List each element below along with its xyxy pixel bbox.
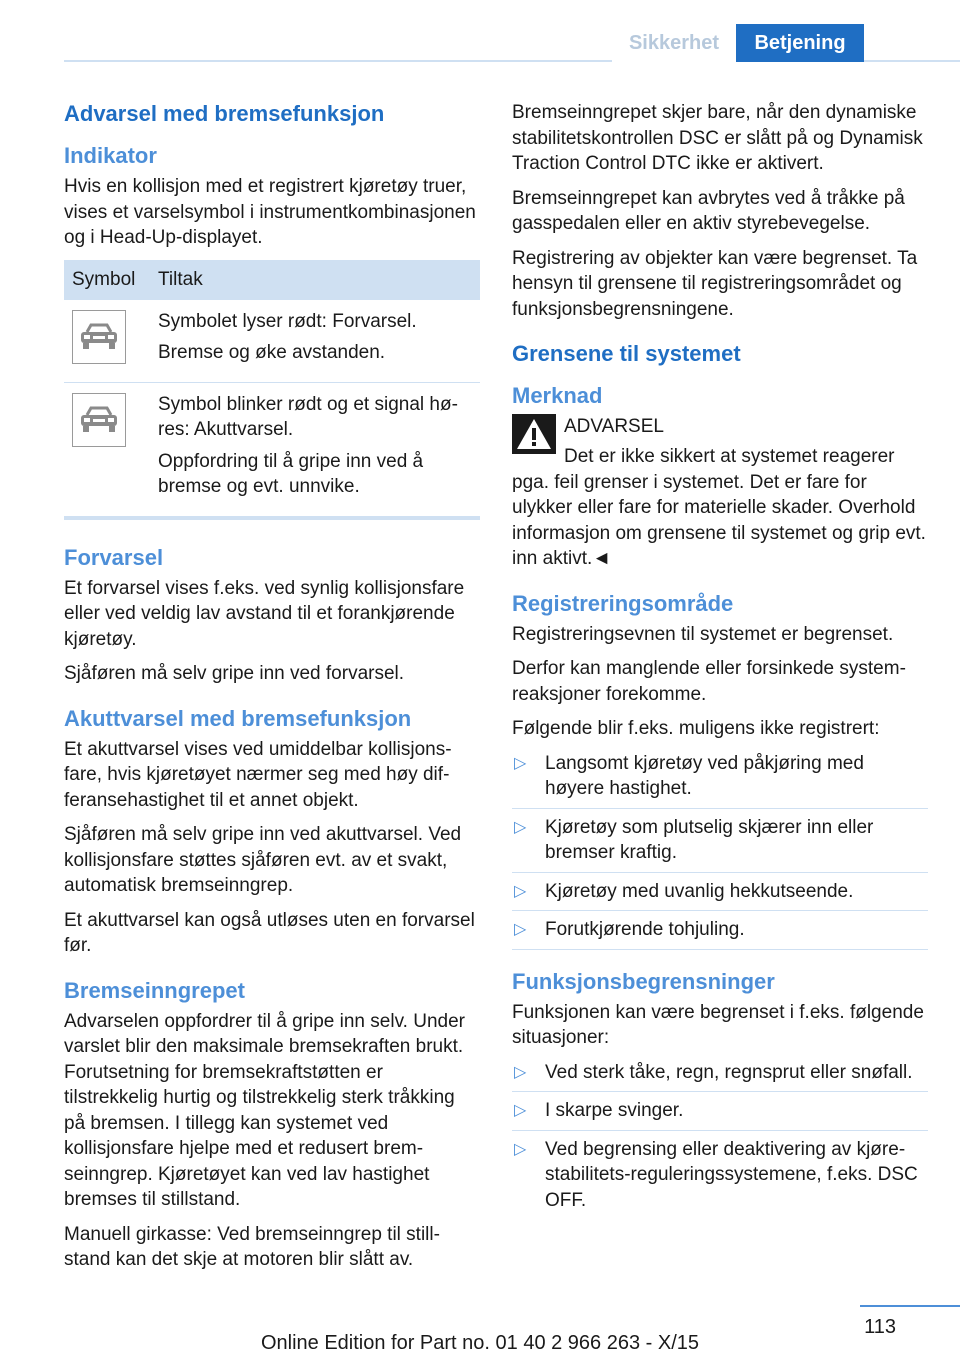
acute-heading: Akuttvarsel med bremsefunksjon xyxy=(64,705,412,731)
symbol-table-header xyxy=(64,260,480,300)
body-text: Bremseinngrepet skjer bare, når den dynamiske stabilitetskontrollen DSC er slått på og Dynamisk Traction Control DTC ikke er aktivert. xyxy=(512,102,923,174)
warning-text: Det er ikke sikkert at systemet reagerer pga. feil grenser i systemet. Det er fare for ulykker eller fare for materielle skader. Overhold informasjon om grensene til systemet og grip evt. inn aktivt.◄ xyxy=(512,446,926,569)
triangle-bullet-icon: ▷ xyxy=(514,882,527,900)
col-action-header: Tiltak xyxy=(150,260,480,300)
body-text: Bremseinngrepet kan avbrytes ved å tråkke på gasspedalen eller en aktiv styrebevegelse. xyxy=(512,187,905,234)
table-row xyxy=(64,382,480,518)
functional-list xyxy=(512,1060,928,1220)
triangle-bullet-icon: ▷ xyxy=(514,1140,527,1158)
section-title: Advarsel med bremsefunksjon xyxy=(64,101,385,126)
braking-text: Advarselen oppfordrer til å gripe inn selv. Under varslet blir den maksimale bremsekraften brukt. Forutsetning for bremsekraftstøtten er tilstrekkelig hurtig og tilstrekkelig sterk tråkking på bremsen. I tillegg kan systemet ved kollisjonsfare hjelpe med et redusert bremseinngrep. Kjøretøyet kan ved lav hastighet bremses til stillstand. xyxy=(64,1010,465,1210)
functional-heading: Funksjonsbegrensninger xyxy=(512,968,775,994)
braking-text: Manuell girkasse: Ved bremseinngrep til stillstand kan det skje at motoren blir slått av. xyxy=(64,1223,440,1270)
symbol-cell xyxy=(64,300,150,383)
car-warning-icon xyxy=(72,393,126,447)
acute-text: Et akuttvarsel vises ved umiddelbar kollisjonsfare, hvis kjøretøyet nærmer seg med høy differansehastighet til et annet objekt. xyxy=(64,738,452,811)
acute-text: Sjåføren må selv gripe inn ved akuttvarsel. Ved kollisjonsfare støttes sjåføren evt. av et svakt, automatisk bremseinngrep. xyxy=(64,824,462,896)
detection-text: Registreringsevnen til systemet er begrenset. xyxy=(512,623,894,645)
page-number: 113 xyxy=(864,1316,896,1338)
symbol-cell xyxy=(64,382,150,518)
list-item-text: Ved sterk tåke, regn, regnsprut eller snøfall. xyxy=(545,1061,913,1083)
action-line: Symbol blinker rødt og et signal høres: Akuttvarsel. xyxy=(158,393,458,440)
prewarning-text: Sjåføren må selv gripe inn ved forvarsel. xyxy=(64,663,405,684)
list-item xyxy=(512,879,928,912)
action-cell xyxy=(150,382,480,518)
detection-text: Følgende blir f.eks. muligens ikke registrert: xyxy=(512,718,880,739)
action-line: Bremse og øke avstanden. xyxy=(158,342,386,363)
detection-heading: Registreringsområde xyxy=(512,590,734,616)
note-heading: Merknad xyxy=(512,383,603,408)
table-row xyxy=(64,300,480,383)
triangle-bullet-icon: ▷ xyxy=(514,1102,527,1119)
tab-safety: Sikkerhet xyxy=(612,24,736,62)
list-item xyxy=(512,751,928,809)
action-line: Symbolet lyser rødt: Forvarsel. xyxy=(158,310,417,332)
prewarning-heading: Forvarsel xyxy=(64,544,164,570)
header-tabs xyxy=(64,24,960,62)
list-item-text: Ved begrensing eller deaktivering av kjørestabilitets-reguleringssystemene, f.eks. DSC OFF. xyxy=(545,1138,918,1211)
list-item-text: I skarpe svinger. xyxy=(545,1100,684,1121)
braking-heading: Bremseinngrepet xyxy=(64,977,245,1003)
prewarning-text: Et forvarsel vises f.eks. ved synlig kollisjonsfare eller ved veldig lav avstand til et forankjørende kjøretøy. xyxy=(64,577,465,650)
indicator-text: Hvis en kollisjon med et registrert kjøretøy truer, vises et varselsymbol i instrumentkombinasjonen og i Head-Up-displayet. xyxy=(64,176,476,248)
detection-list xyxy=(512,751,928,950)
list-item-text: Kjøretøy som plutselig skjærer inn eller bremser kraftig. xyxy=(545,816,874,863)
action-cell xyxy=(150,300,480,383)
warning-label: ADVARSEL xyxy=(564,416,664,437)
triangle-bullet-icon: ▷ xyxy=(514,818,527,836)
footer-rule xyxy=(860,1305,960,1307)
car-warning-icon xyxy=(72,310,126,364)
col-symbol-header: Symbol xyxy=(64,260,150,300)
list-item-text: Forutkjørende tohjuling. xyxy=(545,919,745,940)
list-item xyxy=(512,917,928,950)
warning-label-box xyxy=(564,414,664,444)
list-item-text: Langsomt kjøretøy ved påkjøring med høyere hastighet. xyxy=(545,752,864,799)
detection-text: Derfor kan manglende eller forsinkede systemreaksjoner forekomme. xyxy=(512,658,906,705)
limits-title: Grensene til systemet xyxy=(512,341,741,366)
triangle-bullet-icon: ▷ xyxy=(514,754,527,772)
action-line: Oppfordring til å gripe inn ved å bremse og evt. unnvike. xyxy=(158,450,424,497)
right-column xyxy=(512,100,928,1228)
left-column xyxy=(64,100,480,1282)
triangle-bullet-icon: ▷ xyxy=(514,1063,527,1081)
triangle-bullet-icon: ▷ xyxy=(514,921,527,938)
list-item-text: Kjøretøy med uvanlig hekkutseende. xyxy=(545,880,854,902)
indicator-heading: Indikator xyxy=(64,143,157,168)
body-text: Registrering av objekter kan være begrenset. Ta hensyn til grensene til registreringsområdet og funksjonsbegrensningene. xyxy=(512,247,918,320)
edition-footer: Online Edition for Part no. 01 40 2 966 263 - X/15 xyxy=(260,1332,700,1354)
tab-operation: Betjening xyxy=(736,24,864,62)
list-item xyxy=(512,1060,928,1093)
symbol-table xyxy=(64,260,480,520)
list-item xyxy=(512,1098,928,1131)
list-item xyxy=(512,1137,928,1220)
warning-triangle-icon xyxy=(512,414,556,454)
list-item xyxy=(512,815,928,873)
acute-text: Et akuttvarsel kan også utløses uten en forvarsel før. xyxy=(64,909,475,956)
functional-text: Funksjonen kan være begrenset i f.eks. følgende situasjoner: xyxy=(512,1001,924,1048)
